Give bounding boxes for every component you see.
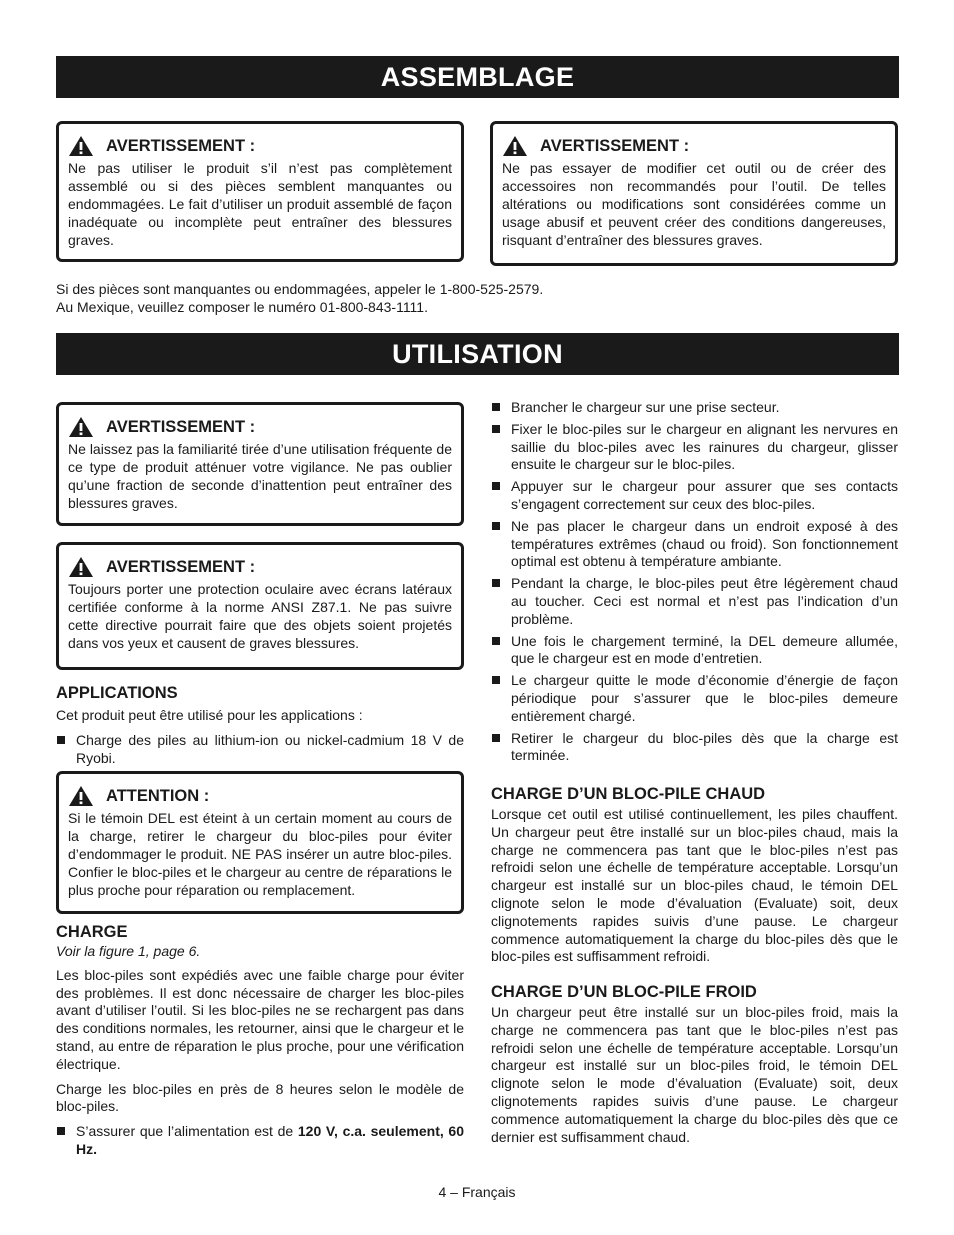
hot-pack-heading: CHARGE D’UN BLOC-PILE CHAUD <box>491 785 766 803</box>
bullet-square-icon <box>492 403 500 411</box>
warning-text: Ne pas utiliser le produit s’il n’est pas complètement assemblé ou si des pièces semblent manquantes ou endommagées. Le fait d’utiliser un produit assemblé de façon inadéquate ou incomplète peut entraîner des blessures graves. <box>68 160 452 248</box>
list-item: S’assurer que l’alimentation est de 120 V, c.a. seulement, 60 Hz. <box>56 1123 464 1159</box>
cold-pack-text: Un chargeur peut être installé sur un bloc-piles froid, mais la charge ne commencera pas tant que le bloc-piles n’est pas refroidi selon une échelle de température acceptable. Lorsqu’un chargeur est installé sur un bloc-piles froid, le témoin DEL clignote selon le mode d’évaluation (Evaluate) soit, deux clignotements rapides suivis d’une pause. Le chargeur commence automatiquement la charge du bloc-piles dès que ce dernier est suffisamment chaud. <box>491 1004 898 1145</box>
list-item: Appuyer sur le chargeur pour assurer que ses contacts s’engagent correctement sur ceux des bloc-piles. <box>491 478 898 514</box>
applications-section <box>56 683 464 771</box>
warning-icon <box>68 556 94 578</box>
warning-icon <box>68 135 94 157</box>
list-item: Brancher le chargeur sur une prise secteur. <box>491 399 898 417</box>
list-item: Fixer le bloc-piles sur le chargeur en alignant les nervures en saillie du bloc-piles avec les rainures du chargeur, glisser ensuite le chargeur sur le bloc-piles. <box>491 421 898 474</box>
contact-line-us: Si des pièces sont manquantes ou endommagées, appeler le 1-800-525-2579. <box>56 281 544 297</box>
list-item: Une fois le chargement terminé, la DEL demeure allumée, que le chargeur est en mode d’entretien. <box>491 633 898 669</box>
attention-title: ATTENTION : <box>106 786 210 805</box>
warning-box-vigilance <box>56 402 464 526</box>
cold-pack-heading: CHARGE D’UN BLOC-PILE FROID <box>491 983 757 1001</box>
figure-reference: Voir la figure 1, page 6. <box>56 943 201 959</box>
applications-intro: Cet produit peut être utilisé pour les applications : <box>56 707 363 723</box>
warning-text: Toujours porter une protection oculaire avec écrans latéraux certifiée conforme à la norme ANSI Z87.1. Ne pas suivre cette directive pourrait faire que des objets soient projetés dans vos yeux et causent de graves blessures. <box>68 581 452 651</box>
warning-title: AVERTISSEMENT : <box>106 557 256 576</box>
warning-text: Ne laissez pas la familiarité tirée d’une utilisation fréquente de ce type de produit atténuer votre vigilance. Ne pas oublier qu’une fraction de seconde d’inattention peut entraîner des blessures graves. <box>68 441 452 511</box>
list-item: Ne pas placer le chargeur dans un endroit exposé à des températures extrêmes (chaud ou froid). Son fonctionnement optimal est obtenu à température ambiante. <box>491 518 898 571</box>
warning-text: Ne pas essayer de modifier cet outil ou de créer des accessoires non recommandés pour l’outil. De telles altérations ou modifications sont considérées comme un usage abusif et peuvent créer des conditions dangereuses, risquant d’entraîner des blessures graves. <box>502 160 886 248</box>
warning-box-modification <box>490 121 898 266</box>
bullet-square-icon <box>492 637 500 645</box>
cold-pack-section <box>491 982 898 1153</box>
warning-title: AVERTISSEMENT : <box>540 136 690 155</box>
attention-text: Si le témoin DEL est éteint à un certain moment au cours de la charge, retirer le chargeur du bloc-piles pour éviter d’endommager le produit. NE PAS insérer un autre bloc-piles. Confier le bloc-piles et le chargeur au centre de réparations le plus proche pour réparation ou remplacement. <box>68 810 452 898</box>
list-item: Charge des piles au lithium-ion ou nickel-cadmium 18 V de Ryobi. <box>56 732 464 768</box>
charging-steps-list <box>491 399 898 765</box>
bullet-square-icon <box>492 425 500 433</box>
right-column <box>491 399 898 769</box>
list-item: Pendant la charge, le bloc-piles peut être légèrement chaud au toucher. Ceci est normal et n’est pas l’indication d’un problème. <box>491 575 898 628</box>
bullet-square-icon <box>492 482 500 490</box>
hot-pack-section <box>491 784 898 973</box>
bullet-square-icon <box>57 736 65 744</box>
bullet-square-icon <box>57 1127 65 1135</box>
page-footer: 4 – Français <box>438 1184 516 1200</box>
bullet-square-icon <box>492 579 500 587</box>
charge-paragraph: Charge les bloc-piles en près de 8 heures selon le modèle de bloc-piles. <box>56 1080 464 1115</box>
charge-section <box>56 922 464 1163</box>
bullet-square-icon <box>492 676 500 684</box>
assemblage-banner: ASSEMBLAGE <box>56 56 899 98</box>
bullet-square-icon <box>492 734 500 742</box>
applications-heading: APPLICATIONS <box>56 684 178 702</box>
hot-pack-text: Lorsque cet outil est utilisé continuellement, les piles chauffent. Un chargeur peut être installé sur un bloc-piles chaud, mais la charge ne commencera pas tant que le bloc-piles n’est pas refroidi selon une échelle de température acceptable. Lorsqu’un chargeur est installé sur un bloc-piles chaud, le témoin DEL clignote selon le mode d’évaluation (Evaluate) soit, deux clignotements rapides suivis d’une pause. Le chargeur commence automatiquement la charge du bloc-piles dès que le bloc-piles est suffisamment refroidi. <box>491 806 898 965</box>
warning-icon <box>502 135 528 157</box>
charge-heading: CHARGE <box>56 923 128 941</box>
bullet-square-icon <box>492 522 500 530</box>
warning-box-eye-protection <box>56 542 464 670</box>
warning-title: AVERTISSEMENT : <box>106 417 256 436</box>
warning-icon <box>68 785 94 807</box>
list-item: Retirer le chargeur du bloc-piles dès que la charge est terminée. <box>491 730 898 766</box>
warning-icon <box>68 416 94 438</box>
warning-title: AVERTISSEMENT : <box>106 136 256 155</box>
list-item: Le chargeur quitte le mode d’économie d’énergie de façon périodique pour s’assurer que le bloc-piles demeure entièrement chargé. <box>491 672 898 725</box>
attention-box <box>56 771 464 914</box>
contact-line-mexico: Au Mexique, veuillez composer le numéro 01-800-843-1111. <box>56 299 428 315</box>
utilisation-banner: UTILISATION <box>56 333 899 375</box>
charge-paragraph: Les bloc-piles sont expédiés avec une faible charge pour éviter des problèmes. Il est donc nécessaire de charger les bloc-piles avant d’utiliser l’outil. Si les bloc-piles ne se rechargent pas dans des conditions normales, les retourner, ainsi que le chargeur et le stand, au entre de réparation le plus proche, pour une vérification électrique. <box>56 966 464 1072</box>
warning-box-assembly <box>56 121 464 262</box>
